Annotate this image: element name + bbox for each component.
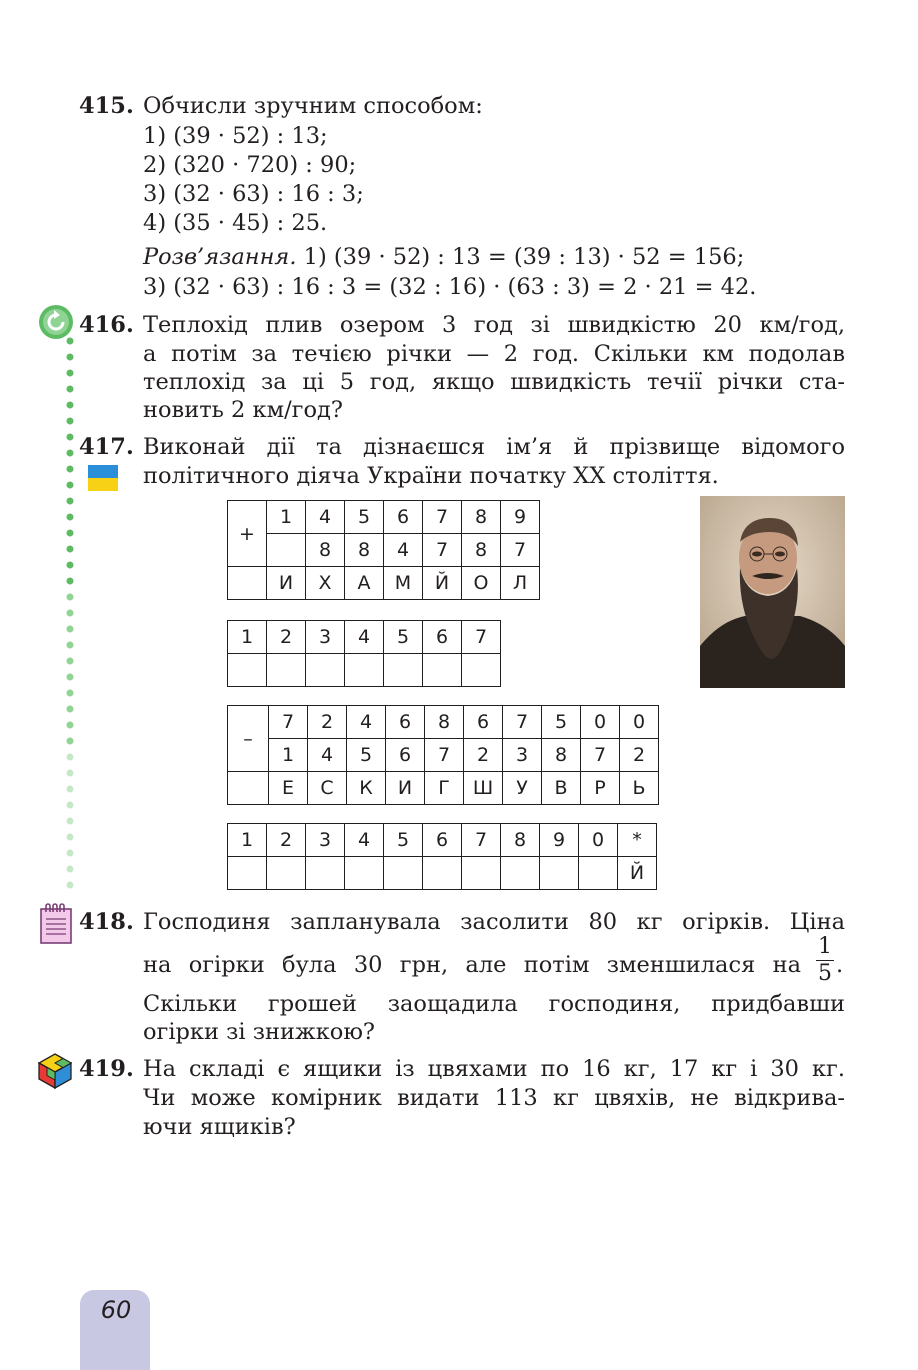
table-cell: 7 [581, 739, 620, 772]
table-cell: 4 [306, 501, 345, 534]
addition-answer-table [227, 620, 501, 687]
table-cell: 4 [345, 824, 384, 857]
table-cell: 0 [620, 706, 659, 739]
answer-cell [462, 857, 501, 890]
exercise-number: 419. [79, 1056, 134, 1082]
subtraction-table [227, 705, 659, 805]
exercise-text: 4) (35 · 45) : 25. [143, 210, 328, 236]
table-cell [267, 534, 306, 567]
notepad-icon [38, 903, 74, 945]
exercise-text: ючи ящиків? [143, 1114, 296, 1140]
fraction-one-fifth [815, 934, 835, 987]
letter-cell: К [347, 772, 386, 805]
exercise-text: На складі є ящики із цвяхами по 16 кг, 17 кг і 30 кг. [143, 1056, 845, 1082]
table-cell: 1 [228, 621, 267, 654]
letter-cell: Х [306, 567, 345, 600]
table-cell: 6 [423, 621, 462, 654]
table-cell: 5 [347, 739, 386, 772]
table-cell: 3 [306, 824, 345, 857]
table-cell: 2 [267, 824, 306, 857]
page-number: 60 [100, 1296, 132, 1324]
table-cell: 6 [386, 739, 425, 772]
table-cell: 0 [579, 824, 618, 857]
table-cell: 2 [464, 739, 503, 772]
letter-cell: Й [423, 567, 462, 600]
answer-cell [267, 857, 306, 890]
table-cell: 7 [423, 534, 462, 567]
answer-cell [423, 654, 462, 687]
exercise-text: Скільки грошей заощадила господиня, придбавши [143, 991, 845, 1017]
table-cell: 1 [228, 824, 267, 857]
exercise-text: Виконай дії та дізнаєшся ім’я й прізвище відомого [143, 434, 845, 460]
letter-cell: Й [618, 857, 657, 890]
table-cell: 5 [384, 824, 423, 857]
exercise-text: 2) (320 · 720) : 90; [143, 152, 357, 178]
minus-sign: – [228, 706, 269, 772]
solution-label: Розв’язання. [143, 244, 297, 270]
green-dotted-line [65, 336, 75, 892]
answer-cell [501, 857, 540, 890]
table-cell: 1 [267, 501, 306, 534]
solution-text: 1) (39 · 52) : 13 = (39 : 13) · 52 = 156; [303, 244, 745, 270]
table-cell: 1 [269, 739, 308, 772]
exercise-text: на огірки була 30 грн, але потім зменшилася на [143, 952, 801, 978]
table-cell: 6 [386, 706, 425, 739]
table-cell: 5 [345, 501, 384, 534]
answer-cell [267, 654, 306, 687]
plus-sign: + [228, 501, 267, 567]
exercise-text: а потім за течією річки — 2 год. Скільки км подолав [143, 341, 845, 367]
table-cell: 2 [308, 706, 347, 739]
table-cell: 7 [501, 534, 540, 567]
table-cell: 8 [501, 824, 540, 857]
table-cell: 8 [425, 706, 464, 739]
table-cell: 2 [267, 621, 306, 654]
table-cell: 0 [581, 706, 620, 739]
letter-cell: И [386, 772, 425, 805]
letter-cell: У [503, 772, 542, 805]
answer-cell [306, 654, 345, 687]
table-cell: 3 [306, 621, 345, 654]
table-cell [228, 772, 269, 805]
letter-cell: Ш [464, 772, 503, 805]
addition-table [227, 500, 540, 600]
exercise-text: Чи може комірник видати 113 кг цвяхів, не відкрива- [143, 1085, 845, 1111]
table-cell [228, 567, 267, 600]
table-cell: 8 [462, 501, 501, 534]
answer-cell [423, 857, 462, 890]
table-cell: 5 [384, 621, 423, 654]
ukraine-flag-icon [88, 465, 118, 491]
fraction-denominator: 5 [818, 961, 832, 986]
letter-cell: А [345, 567, 384, 600]
solution-line [143, 243, 744, 271]
answer-cell [345, 857, 384, 890]
answer-cell [345, 654, 384, 687]
exercise-text: Обчисли зручним способом: [143, 93, 483, 119]
letter-cell: Ь [620, 772, 659, 805]
exercise-number: 416. [79, 312, 134, 338]
answer-cell [462, 654, 501, 687]
table-cell: 7 [462, 824, 501, 857]
subtraction-answer-table [227, 823, 657, 890]
letter-cell: Л [501, 567, 540, 600]
table-cell: 7 [423, 501, 462, 534]
table-cell: 7 [269, 706, 308, 739]
table-cell: 4 [345, 621, 384, 654]
table-cell: 4 [308, 739, 347, 772]
table-cell: 8 [306, 534, 345, 567]
exercise-text: Теплохід плив озером 3 год зі швидкістю 20 км/год, [143, 312, 845, 338]
table-cell: 6 [464, 706, 503, 739]
exercise-text: політичного діяча України початку XX століття. [143, 463, 719, 489]
letter-cell: О [462, 567, 501, 600]
table-cell: 8 [345, 534, 384, 567]
letter-cell: Г [425, 772, 464, 805]
table-cell: 2 [620, 739, 659, 772]
exercise-number: 418. [79, 909, 134, 935]
fraction-numerator: 1 [818, 934, 832, 959]
table-cell: 8 [542, 739, 581, 772]
exercise-text: новить 2 км/год? [143, 397, 343, 423]
exercise-text: 3) (32 · 63) : 16 : 3; [143, 181, 364, 207]
letter-cell: В [542, 772, 581, 805]
solution-text: 3) (32 · 63) : 16 : 3 = (32 : 16) · (63 : 3) = 2 · 21 = 42. [143, 274, 757, 300]
cube-puzzle-icon [36, 1052, 74, 1090]
table-cell: 7 [503, 706, 542, 739]
answer-cell [228, 654, 267, 687]
answer-cell [579, 857, 618, 890]
table-cell: 4 [384, 534, 423, 567]
letter-cell: Р [581, 772, 620, 805]
answer-cell [306, 857, 345, 890]
table-cell: 9 [540, 824, 579, 857]
table-cell: * [618, 824, 657, 857]
table-cell: 9 [501, 501, 540, 534]
answer-cell [384, 857, 423, 890]
table-cell: 6 [423, 824, 462, 857]
table-cell: 8 [462, 534, 501, 567]
exercise-text: 1) (39 · 52) : 13; [143, 123, 328, 149]
answer-cell [540, 857, 579, 890]
letter-cell: И [267, 567, 306, 600]
exercise-text: огірки зі знижкою? [143, 1019, 375, 1045]
table-cell: 7 [425, 739, 464, 772]
exercise-number: 417. [79, 434, 134, 460]
table-cell: 5 [542, 706, 581, 739]
table-cell: 4 [347, 706, 386, 739]
table-cell: 7 [462, 621, 501, 654]
exercise-text: теплохід за ці 5 год, якщо швидкість течії річки ста- [143, 369, 845, 395]
answer-cell [384, 654, 423, 687]
table-cell: 6 [384, 501, 423, 534]
exercise-number: 415. [79, 93, 134, 119]
exercise-text: Господиня запланувала засолити 80 кг огірків. Ціна [143, 909, 845, 935]
portrait-photo [700, 496, 845, 688]
table-cell: 3 [503, 739, 542, 772]
answer-cell [228, 857, 267, 890]
letter-cell: М [384, 567, 423, 600]
letter-cell: С [308, 772, 347, 805]
fraction-period: . [836, 952, 844, 978]
letter-cell: Е [269, 772, 308, 805]
